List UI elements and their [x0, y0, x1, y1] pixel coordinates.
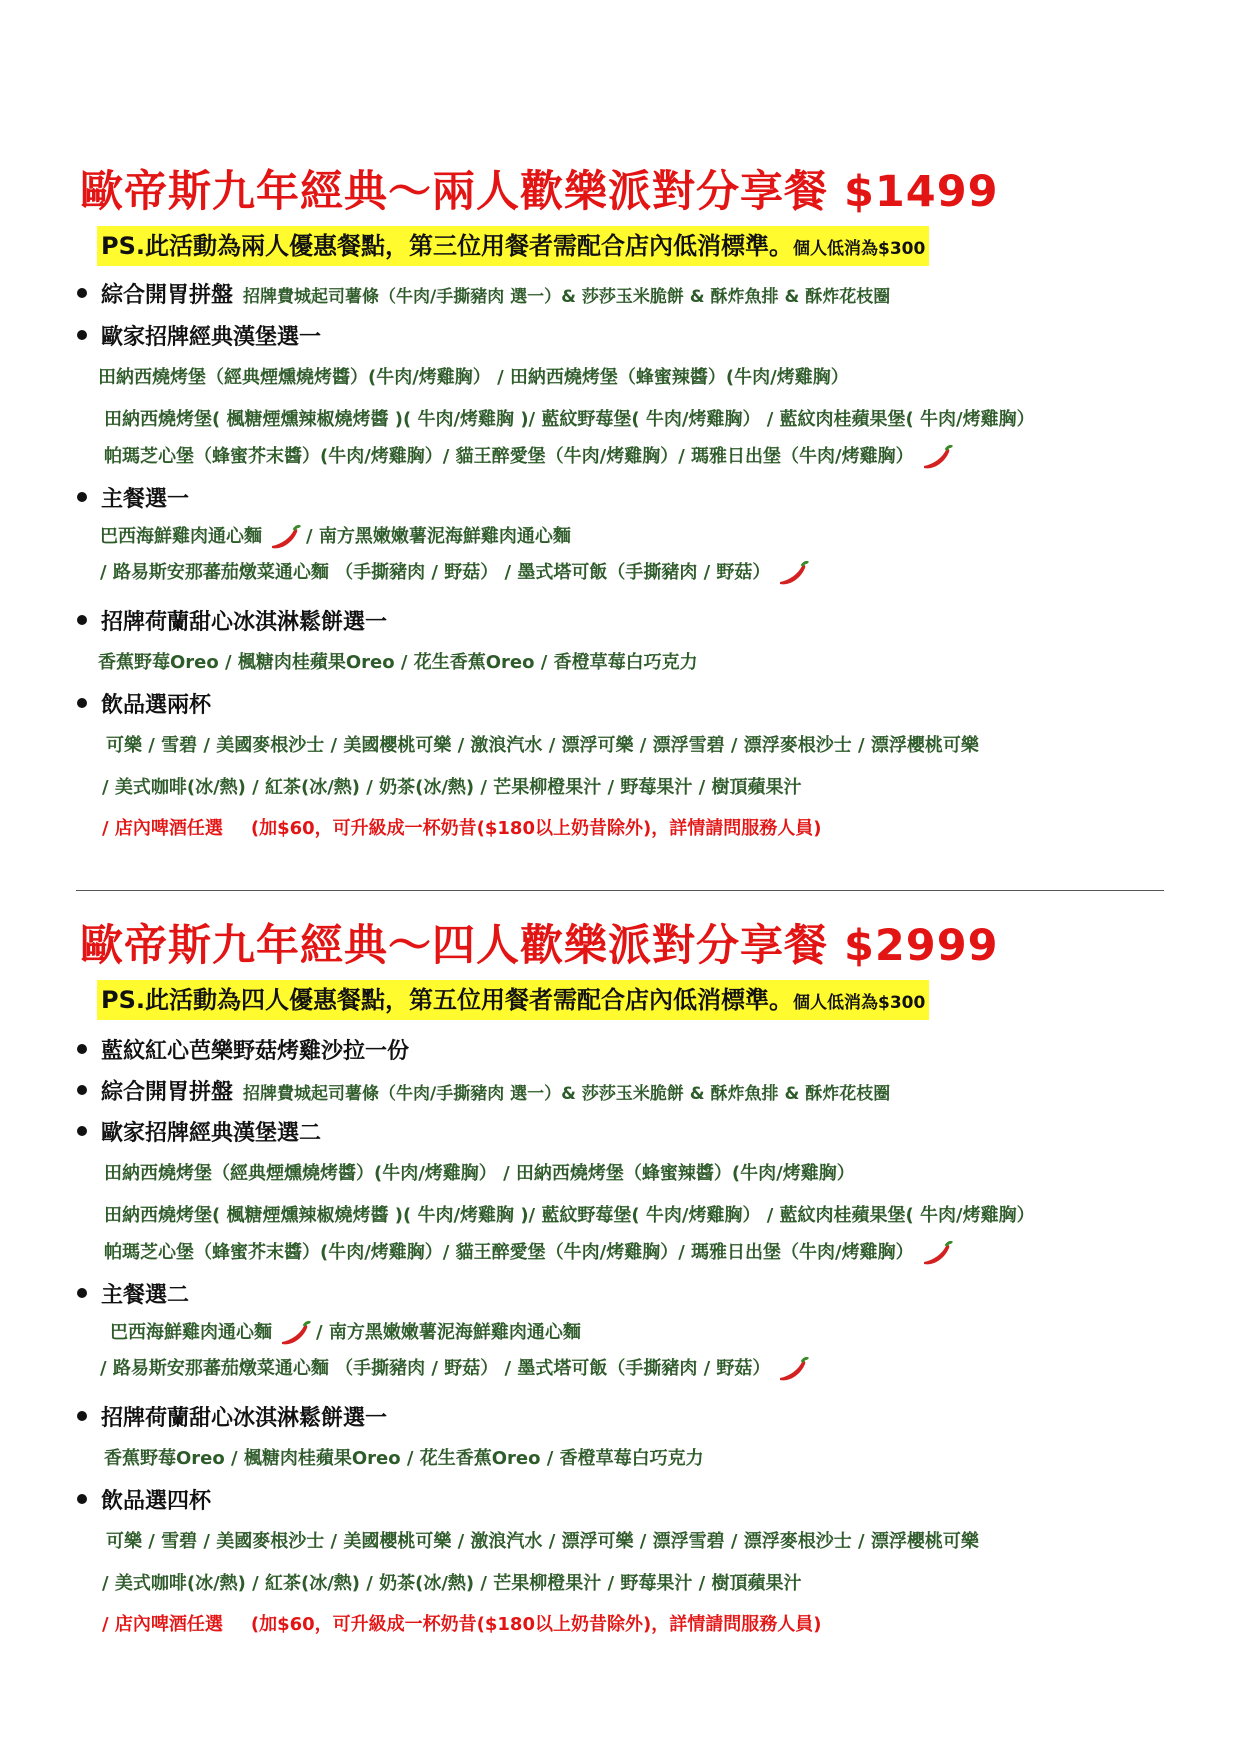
bullet — [77, 330, 87, 340]
drink-note-beer: / 店內啤酒任選 — [102, 1614, 223, 1635]
ps-min-charge: 個人低消為$300 — [793, 239, 926, 259]
main-line-2: / 路易斯安那蕃茄燉菜通心麵 （手撕豬肉 / 野菇） / 墨式塔可飯（手撕豬肉 / 野菇） — [100, 1358, 771, 1379]
bullet — [77, 615, 87, 625]
drink-note-upgrade: (加$60，可升級成一杯奶昔($180以上奶昔除外)，詳情請問服務人員) — [250, 1614, 822, 1635]
main-line-2-row — [100, 558, 810, 588]
main-line-2: / 路易斯安那蕃茄燉菜通心麵 （手撕豬肉 / 野菇） / 墨式塔可飯（手撕豬肉 / 野菇） — [100, 562, 771, 583]
drink-label: 飲品選四杯 — [101, 1489, 212, 1514]
main-line-2-row — [100, 1354, 810, 1384]
appetizer-row — [101, 278, 890, 309]
ps-main-text: PS.此活動為四人優惠餐點，第五位用餐者需配合店內低消標準。 — [101, 986, 793, 1014]
chili-pepper-icon — [920, 444, 954, 472]
menu-title: 歐帝斯九年經典～四人歡樂派對分享餐 $2999 — [80, 921, 999, 971]
main-label: 主餐選二 — [101, 1283, 190, 1308]
main-line-1a: 巴西海鮮雞肉通心麵 — [110, 1322, 272, 1343]
menu-title: 歐帝斯九年經典～兩人歡樂派對分享餐 $1499 — [80, 167, 999, 217]
drink-line-1: 可樂 / 雪碧 / 美國麥根沙士 / 美國櫻桃可樂 / 激浪汽水 / 漂浮可樂 / 漂浮雪碧 / 漂浮麥根沙士 / 漂浮櫻桃可樂 — [106, 1531, 979, 1552]
burger-line-3-row — [104, 1238, 954, 1268]
burger-label: 歐家招牌經典漢堡選二 — [101, 1121, 322, 1146]
chili-pepper-icon — [268, 524, 302, 552]
drink-line-2: / 美式咖啡(冰/熱) / 紅茶(冰/熱) / 奶茶(冰/熱) / 芒果柳橙果汁 / 野莓果汁 / 樹頂蘋果汁 — [102, 1573, 802, 1594]
main-label: 主餐選一 — [101, 487, 190, 512]
ps-highlight-note — [97, 980, 929, 1020]
chili-pepper-icon — [776, 560, 810, 588]
drink-note-upgrade: (加$60，可升級成一杯奶昔($180以上奶昔除外)，詳情請問服務人員) — [250, 818, 822, 839]
dessert-items: 香蕉野莓Oreo / 楓糖肉桂蘋果Oreo / 花生香蕉Oreo / 香橙草莓白巧克力 — [98, 652, 698, 673]
burger-line-3: 帕瑪芝心堡（蜂蜜芥末醬）(牛肉/烤雞胸）/ 貓王醉愛堡（牛肉/烤雞胸）/ 瑪雅日出堡（牛肉/烤雞胸） — [104, 446, 914, 467]
burger-line-3-row — [104, 442, 954, 472]
drink-line-1: 可樂 / 雪碧 / 美國麥根沙士 / 美國櫻桃可樂 / 激浪汽水 / 漂浮可樂 / 漂浮雪碧 / 漂浮麥根沙士 / 漂浮櫻桃可樂 — [106, 735, 979, 756]
ps-min-charge: 個人低消為$300 — [793, 993, 926, 1013]
bullet — [77, 288, 87, 298]
salad-label: 藍紋紅心芭樂野菇烤雞沙拉一份 — [101, 1039, 410, 1064]
drink-note-row — [102, 1610, 821, 1636]
chili-pepper-icon — [278, 1320, 312, 1348]
bullet — [77, 492, 87, 502]
chili-pepper-icon — [920, 1240, 954, 1268]
dessert-label: 招牌荷蘭甜心冰淇淋鬆餅選一 — [101, 610, 388, 635]
appetizer-items: 招牌費城起司薯條（牛肉/手撕豬肉 選一）& 莎莎玉米脆餅 & 酥炸魚排 & 酥炸花枝圈 — [243, 1084, 891, 1104]
burger-label: 歐家招牌經典漢堡選一 — [101, 325, 322, 350]
dessert-label: 招牌荷蘭甜心冰淇淋鬆餅選一 — [101, 1406, 388, 1431]
bullet — [77, 1044, 87, 1054]
dessert-items: 香蕉野莓Oreo / 楓糖肉桂蘋果Oreo / 花生香蕉Oreo / 香橙草莓白巧克力 — [104, 1448, 704, 1469]
main-line-1-row — [100, 522, 571, 552]
burger-line-2: 田納西燒烤堡( 楓糖煙燻辣椒燒烤醬 )( 牛肉/烤雞胸 )/ 藍紋野莓堡( 牛肉/烤雞胸） / 藍紋肉桂蘋果堡( 牛肉/烤雞胸） — [104, 409, 1035, 430]
chili-pepper-icon — [776, 1356, 810, 1384]
burger-line-1: 田納西燒烤堡（經典煙燻燒烤醬）(牛肉/烤雞胸） / 田納西燒烤堡（蜂蜜辣醬）(牛肉/烤雞胸） — [98, 367, 849, 388]
ps-highlight-note — [97, 226, 929, 266]
burger-line-1: 田納西燒烤堡（經典煙燻燒烤醬）(牛肉/烤雞胸） / 田納西燒烤堡（蜂蜜辣醬）(牛肉/烤雞胸） — [104, 1163, 855, 1184]
section-divider — [76, 890, 1164, 891]
main-line-1b: / 南方黑嫩嫩薯泥海鮮雞肉通心麵 — [316, 1322, 581, 1343]
burger-line-2: 田納西燒烤堡( 楓糖煙燻辣椒燒烤醬 )( 牛肉/烤雞胸 )/ 藍紋野莓堡( 牛肉/烤雞胸） / 藍紋肉桂蘋果堡( 牛肉/烤雞胸） — [104, 1205, 1035, 1226]
ps-main-text: PS.此活動為兩人優惠餐點，第三位用餐者需配合店內低消標準。 — [101, 232, 793, 260]
main-line-1a: 巴西海鮮雞肉通心麵 — [100, 526, 262, 547]
bullet — [77, 1411, 87, 1421]
drink-note-beer: / 店內啤酒任選 — [102, 818, 223, 839]
burger-line-3: 帕瑪芝心堡（蜂蜜芥末醬）(牛肉/烤雞胸）/ 貓王醉愛堡（牛肉/烤雞胸）/ 瑪雅日出堡（牛肉/烤雞胸） — [104, 1242, 914, 1263]
appetizer-label: 綜合開胃拼盤 — [101, 283, 234, 308]
appetizer-row — [101, 1075, 890, 1106]
bullet — [77, 1126, 87, 1136]
bullet — [77, 1288, 87, 1298]
bullet — [77, 698, 87, 708]
bullet — [77, 1085, 87, 1095]
drink-note-row — [102, 814, 821, 840]
drink-line-2: / 美式咖啡(冰/熱) / 紅茶(冰/熱) / 奶茶(冰/熱) / 芒果柳橙果汁 / 野莓果汁 / 樹頂蘋果汁 — [102, 777, 802, 798]
drink-label: 飲品選兩杯 — [101, 693, 212, 718]
main-line-1-row — [110, 1318, 581, 1348]
appetizer-items: 招牌費城起司薯條（牛肉/手撕豬肉 選一）& 莎莎玉米脆餅 & 酥炸魚排 & 酥炸花枝圈 — [243, 287, 891, 307]
bullet — [77, 1494, 87, 1504]
appetizer-label: 綜合開胃拼盤 — [101, 1080, 234, 1105]
main-line-1b: / 南方黑嫩嫩薯泥海鮮雞肉通心麵 — [306, 526, 571, 547]
